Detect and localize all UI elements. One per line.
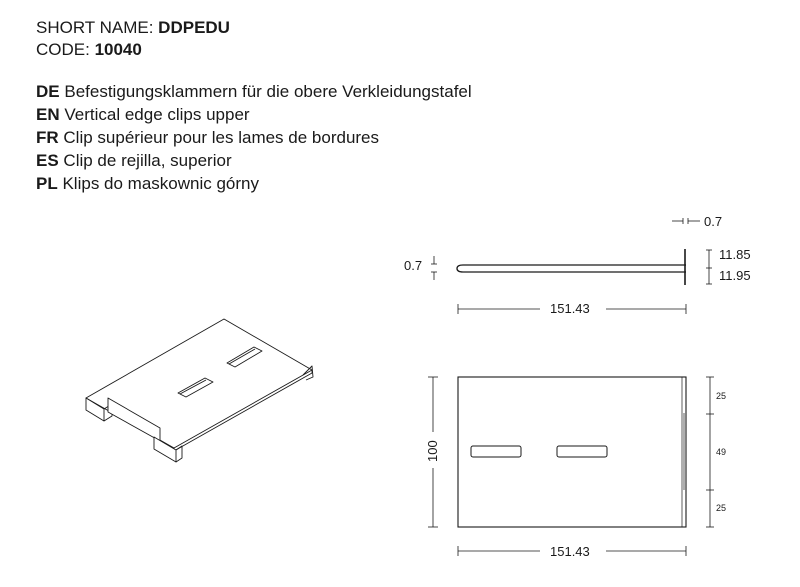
side-height-dim xyxy=(706,250,712,284)
iso-tab-bottom-side xyxy=(176,446,182,462)
side-thickness-top-dim xyxy=(672,218,700,224)
isometric-view xyxy=(86,319,313,462)
code-value: 10040 xyxy=(94,40,142,59)
short-name-label: SHORT NAME: xyxy=(36,18,159,37)
plan-height-label: 100 xyxy=(425,440,440,462)
plan-outline xyxy=(458,377,686,527)
plan-view xyxy=(428,377,714,556)
plan-seg-bottom-label: 25 xyxy=(716,503,727,513)
description-text: Clip de rejilla, superior xyxy=(63,151,232,170)
side-thickness-left-label: 0.7 xyxy=(404,258,423,273)
lang-code: PL xyxy=(36,174,58,193)
lang-code: EN xyxy=(36,105,60,124)
plan-seg-dim xyxy=(706,377,714,527)
side-view xyxy=(431,218,712,314)
side-profile xyxy=(457,265,686,272)
side-thickness-top-label: 0.7 xyxy=(704,214,723,229)
plan-seg-top-label: 25 xyxy=(716,391,727,401)
side-length-label: 151.43 xyxy=(550,301,590,316)
description-text: Vertical edge clips upper xyxy=(64,105,250,124)
plan-slot-right xyxy=(557,446,607,457)
plan-length-label: 151.43 xyxy=(550,544,590,559)
side-thickness-left-dim xyxy=(431,256,437,280)
description-text: Klips do maskownic górny xyxy=(62,174,259,193)
plan-slot-left xyxy=(471,446,521,457)
description-text: Befestigungsklammern für die obere Verkleidungstafel xyxy=(64,82,472,101)
lang-code: DE xyxy=(36,82,60,101)
short-name-value: DDPEDU xyxy=(158,18,230,37)
code-label: CODE: xyxy=(36,40,95,59)
description-text: Clip supérieur pour les lames de bordures xyxy=(63,128,380,147)
side-height-b-label: 11.95 xyxy=(719,268,751,283)
lang-code: FR xyxy=(36,128,59,147)
side-height-a-label: 11.85 xyxy=(719,247,751,262)
plan-seg-mid-label: 49 xyxy=(716,447,727,457)
lang-code: ES xyxy=(36,151,59,170)
